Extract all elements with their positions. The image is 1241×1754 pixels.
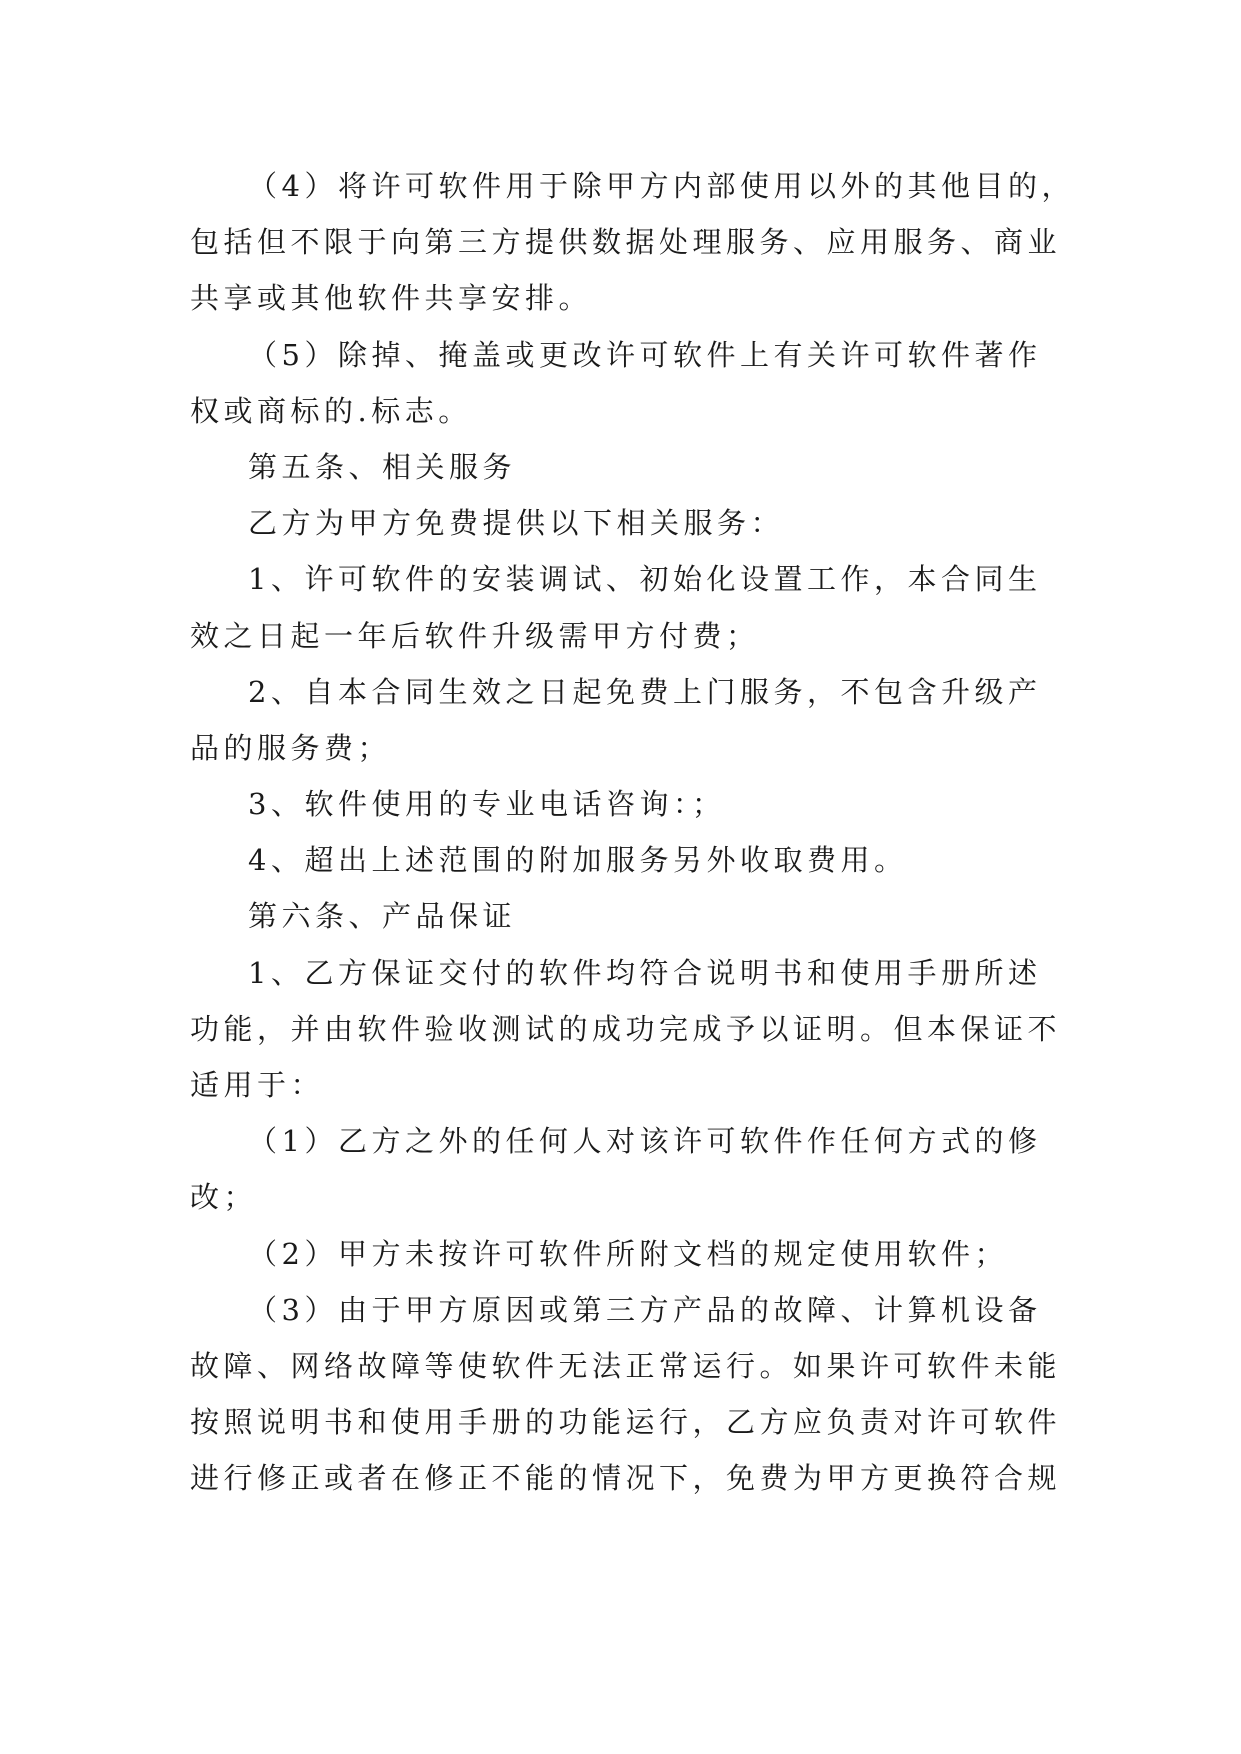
contract-body-text [190, 158, 1075, 1507]
text-line: 1、乙方保证交付的软件均符合说明书和使用手册所述 [248, 955, 1042, 990]
text-line: 包括但不限于向第三方提供数据处理服务、应用服务、商业 [190, 225, 1062, 260]
text-line: 乙方为甲方免费提供以下相关服务： [248, 506, 785, 541]
text-line: 进行修正或者在修正不能的情况下，免费为甲方更换符合规 [190, 1461, 1062, 1496]
text-line: 2、自本合同生效之日起免费上门服务，不包含升级产 [248, 674, 1042, 709]
text-line: 效之日起一年后软件升级需甲方付费； [190, 618, 760, 653]
text-line: 3、软件使用的专业电话咨询：； [248, 787, 726, 822]
text-line: （5）除掉、掩盖或更改许可软件上有关许可软件著作 [248, 337, 1042, 372]
text-line: （3）由于甲方原因或第三方产品的故障、计算机设备 [248, 1292, 1042, 1327]
text-line: 4、超出上述范围的附加服务另外收取费用。 [248, 843, 908, 878]
text-line: 改； [190, 1180, 258, 1215]
text-line: 按照说明书和使用手册的功能运行，乙方应负责对许可软件 [190, 1405, 1062, 1440]
text-line: 适用于： [190, 1068, 325, 1102]
text-line: （1）乙方之外的任何人对该许可软件作任何方式的修 [248, 1124, 1042, 1159]
text-line: 第六条、产品保证 [248, 899, 517, 934]
text-line: 故障、网络故障等使软件无法正常运行。如果许可软件未能 [190, 1348, 1062, 1383]
text-line: （4）将许可软件用于除甲方内部使用以外的其他目的， [248, 169, 1075, 203]
text-line: 权或商标的.标志。 [190, 393, 472, 428]
text-line: 第五条、相关服务 [248, 449, 517, 484]
text-line: （2）甲方未按许可软件所附文档的规定使用软件； [248, 1236, 1008, 1271]
text-line: 共享或其他软件共享安排。 [190, 281, 593, 316]
text-line: 功能，并由软件验收测试的成功完成予以证明。但本保证不 [190, 1011, 1062, 1046]
text-line: 1、许可软件的安装调试、初始化设置工作，本合同生 [248, 562, 1042, 597]
text-line: 品的服务费； [190, 730, 392, 765]
